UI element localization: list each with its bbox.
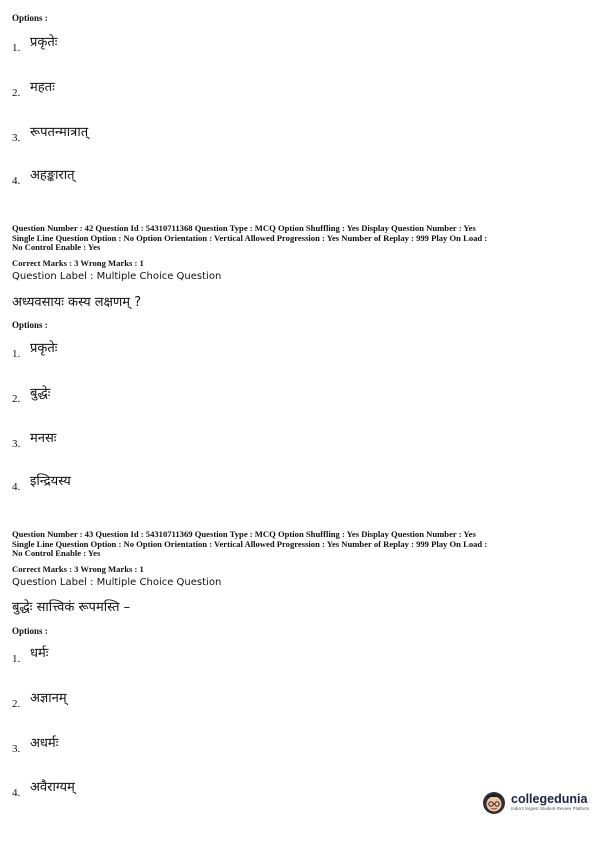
options-heading: Options : xyxy=(12,320,48,330)
option-text: इन्द्रियस्य xyxy=(30,474,71,489)
option-text: महतः xyxy=(30,80,55,95)
option-number: 1. xyxy=(12,348,21,360)
marks-info: Correct Marks : 3 Wrong Marks : 1 xyxy=(12,564,144,574)
metadata-line: Question Number : 43 Question Id : 54310711369 Question Type : MCQ Option Shuffling : Yes Display Question Number : Yes xyxy=(12,529,476,539)
option-text: अवैराग्यम् xyxy=(30,780,75,795)
option-text: अहङ्कारात् xyxy=(30,168,75,183)
question-text: अध्यवसायः कस्य लक्षणम् ? xyxy=(12,295,142,310)
metadata-line: Question Number : 42 Question Id : 54310711368 Question Type : MCQ Option Shuffling : Yes Display Question Number : Yes xyxy=(12,223,476,233)
marks-info: Correct Marks : 3 Wrong Marks : 1 xyxy=(12,258,144,268)
metadata-line: Single Line Question Option : No Option Orientation : Vertical Allowed Progression : Yes Number of Replay : 999 Play On Load : xyxy=(12,538,488,549)
question-label: Question Label : Multiple Choice Question xyxy=(12,271,222,282)
option-text: अधर्मः xyxy=(30,736,59,751)
question-label: Question Label : Multiple Choice Question xyxy=(12,577,222,588)
option-number: 4. xyxy=(12,481,21,493)
option-number: 1. xyxy=(12,42,21,54)
option-text: प्रकृतेः xyxy=(30,341,58,356)
metadata-line: No Control Enable : Yes xyxy=(12,242,101,253)
option-number: 4. xyxy=(12,175,21,187)
option-text: मनसः xyxy=(30,431,57,446)
collegedunia-logo xyxy=(481,789,589,815)
question-metadata xyxy=(12,530,582,559)
metadata-line: Single Line Question Option : No Option Orientation : Vertical Allowed Progression : Yes Number of Replay : 999 Play On Load : xyxy=(12,232,488,243)
option-number: 2. xyxy=(12,87,21,99)
option-text: रूपतन्मात्रात् xyxy=(30,125,89,140)
option-text: धर्मः xyxy=(30,646,49,661)
option-number: 3. xyxy=(12,438,21,450)
logo-tagline: India's largest Student Review Platform xyxy=(511,805,590,811)
option-text: अज्ञानम् xyxy=(30,691,67,706)
option-number: 2. xyxy=(12,698,21,710)
metadata-line: No Control Enable : Yes xyxy=(12,548,101,559)
option-text: प्रकृतेः xyxy=(30,35,58,50)
student-avatar-icon xyxy=(481,789,507,815)
question-metadata xyxy=(12,224,582,253)
option-text: बुद्धेः xyxy=(30,386,51,401)
option-number: 1. xyxy=(12,653,21,665)
option-number: 3. xyxy=(12,743,21,755)
logo-name: collegedunia xyxy=(511,791,588,806)
option-number: 3. xyxy=(12,132,21,144)
option-number: 4. xyxy=(12,787,21,799)
question-text: बुद्धेः सात्त्विकं रूपमस्ति – xyxy=(12,600,131,615)
options-heading: Options : xyxy=(12,13,48,23)
options-heading: Options : xyxy=(12,626,48,636)
option-number: 2. xyxy=(12,393,21,405)
